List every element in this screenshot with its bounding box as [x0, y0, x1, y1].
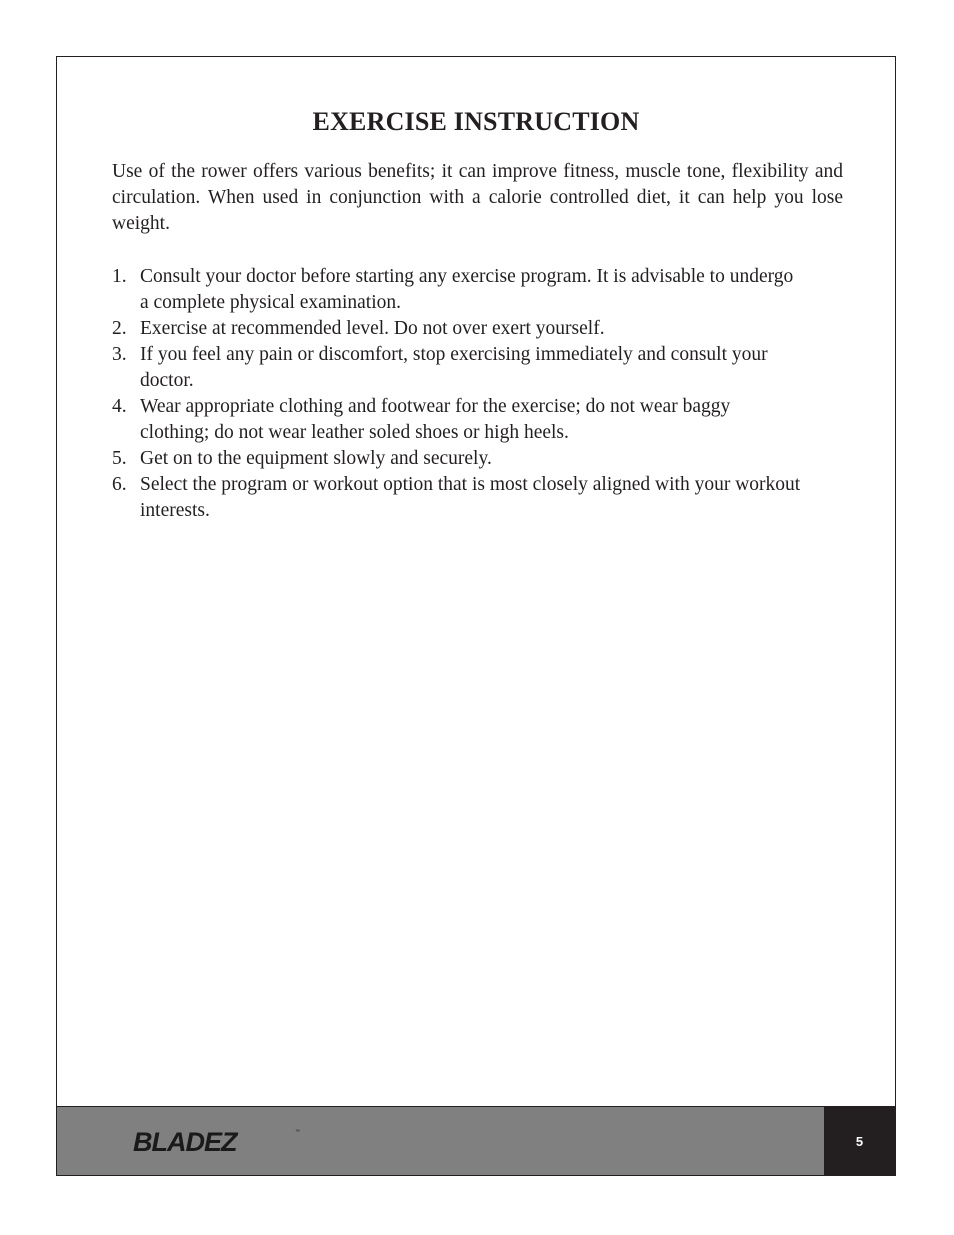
list-item — [112, 472, 843, 524]
list-item-text: Exercise at recommended level. Do not over exert yourself. — [140, 318, 605, 339]
footer-bar — [57, 1106, 895, 1175]
list-item-text: If you feel any pain or discomfort, stop exercising immediately and consult your doctor. — [140, 344, 768, 391]
page-title: EXERCISE INSTRUCTION — [312, 107, 640, 136]
list-item-text: Wear appropriate clothing and footwear for the exercise; do not wear baggy clothing; do not wear leather soled shoes or high heels. — [140, 396, 731, 443]
page-number: 5 — [855, 1133, 864, 1149]
list-item-number: 5. — [112, 448, 127, 469]
list-item-text: Consult your doctor before starting any exercise program. It is advisable to undergo a complete physical examination. — [140, 266, 794, 313]
list-item-text: Select the program or workout option that is most closely aligned with your workout interests. — [140, 474, 801, 521]
list-item — [112, 342, 843, 394]
instruction-list — [112, 264, 843, 524]
svg-text:™: ™ — [295, 1129, 300, 1135]
page-number-box — [824, 1107, 895, 1175]
intro-paragraph: Use of the rower offers various benefits; it can improve fitness, muscle tone, flexibility and circulation. When used in conjunction with a calorie controlled diet, it can help you lose weight. — [112, 161, 843, 234]
list-item-number: 1. — [112, 266, 127, 287]
page-frame — [56, 56, 896, 1176]
list-item — [112, 394, 843, 446]
list-item-number: 2. — [112, 318, 127, 339]
list-item-number: 4. — [112, 396, 127, 417]
list-item — [112, 264, 843, 316]
list-item-number: 6. — [112, 474, 127, 495]
brand-wordmark: BLADEZ — [133, 1127, 237, 1156]
list-item-number: 3. — [112, 344, 127, 365]
list-item — [112, 446, 843, 472]
list-item — [112, 316, 843, 342]
list-item-text: Get on to the equipment slowly and securely. — [140, 448, 492, 469]
bladez-logo-icon — [131, 1126, 301, 1156]
